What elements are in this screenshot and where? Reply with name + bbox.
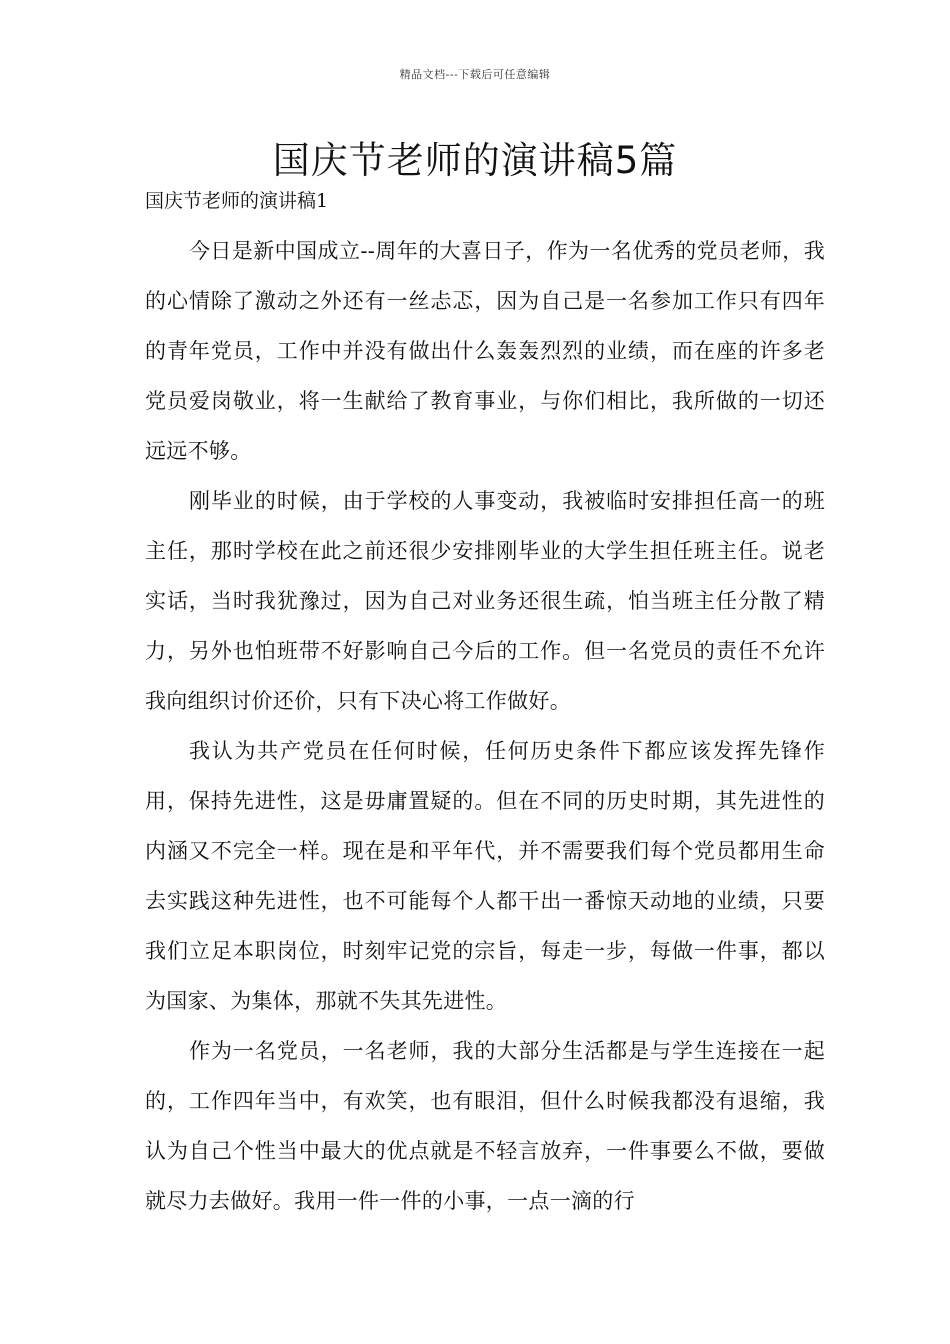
paragraph-4: 作为一名党员，一名老师，我的大部分生活都是与学生连接在一起的，工作四年当中，有欢笑，也有眼泪，但什么时候我都没有退缩，我认为自己个性当中最大的优点就是不轻言放弃，一件事要么不做，要做就尽力去做好。我用一件一件的小事，一点一滴的行 [145,1039,825,1213]
paragraph-1: 今日是新中国成立--周年的大喜日子，作为一名优秀的党员老师，我的心情除了激动之外还有一丝忐忑，因为自己是一名参加工作只有四年的青年党员，工作中并没有做出什么轰轰烈烈的业绩，而在座的许多老党员爱岗敬业，将一生献给了教育事业，与你们相比，我所做的一切还远远不够。 [145,239,825,463]
paragraph-3: 我认为共产党员在任何时候，任何历史条件下都应该发挥先锋作用，保持先进性，这是毋庸置疑的。但在不同的历史时期，其先进性的内涵又不完全一样。现在是和平年代，并不需要我们每个党员都用生命去实践这种先进性，也不可能每个人都干出一番惊天动地的业绩，只要我们立足本职岗位，时刻牢记党的宗旨，每走一步，每做一件事，都以为国家、为集体，那就不失其先进性。 [145,739,825,1013]
document-title: 国庆节老师的演讲稿5篇 [272,139,678,182]
section-heading: 国庆节老师的演讲稿1 [145,190,329,212]
paragraph-2: 刚毕业的时候，由于学校的人事变动，我被临时安排担任高一的班主任，那时学校在此之前还很少安排刚毕业的大学生担任班主任。说老实话，当时我犹豫过，因为自己对业务还很生疏，怕当班主任分散了精力，另外也怕班带不好影响自己今后的工作。但一名党员的责任不允许我向组织讨价还价，只有下决心将工作做好。 [145,489,825,713]
body-text [145,226,825,1226]
header-note: 精品文档---下载后可任意编辑 [399,68,551,81]
